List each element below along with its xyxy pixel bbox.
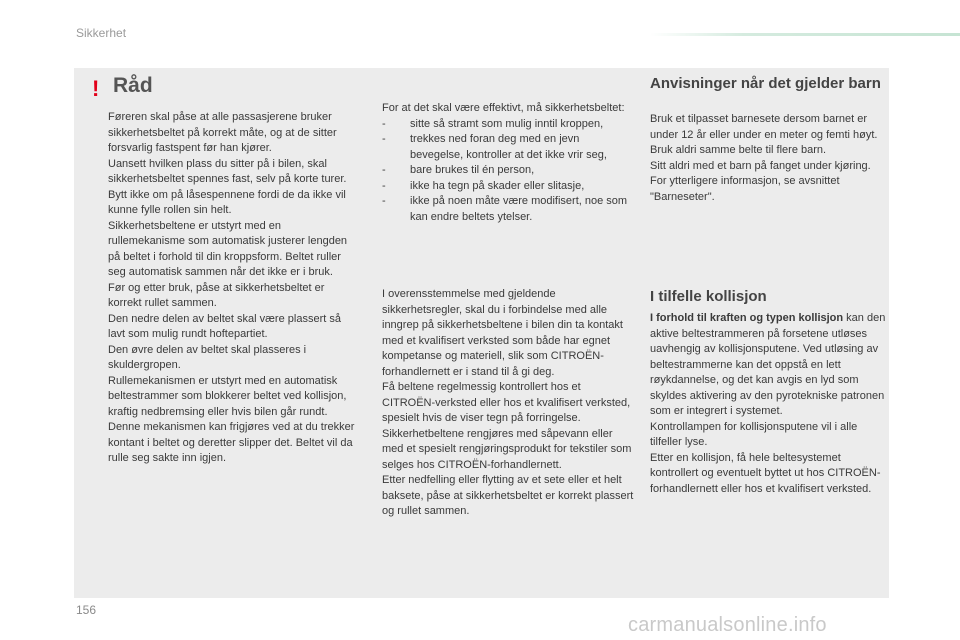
- advice-paragraph: Den øvre delen av beltet skal plasseres i skuldergropen.: [108, 343, 307, 371]
- warning-icon: !: [92, 76, 100, 101]
- advice-column-1: [108, 110, 360, 467]
- advice-paragraph: Bytt ikke om på låsespennene fordi de da ikke vil kunne fylle rollen sin helt.: [108, 188, 346, 216]
- advice-paragraph: Den nedre delen av beltet skal være plassert så lavt som mulig rundt hoftepartiet.: [108, 312, 341, 340]
- advice-paragraph: I overensstemmelse med gjeldende sikkerhetsregler, skal du i forbindelse med alle inngrep på sikkerhetsbeltene i bilen din ta kontakt med et kvalifisert verksted som både har egnet kompetanse og materiell, slik som CITROËN-forhandlernett er i stand til å gi deg.: [382, 288, 623, 378]
- children-section: [650, 112, 890, 205]
- list-item: - ikke ha tegn på skader eller slitasje,: [382, 179, 634, 195]
- advice-paragraph: Føreren skal påse at alle passasjerene bruker sikkerhetsbeltet på korrekt måte, og at de sitter forsvarlig fastspent før han kjører.: [108, 111, 337, 154]
- collision-lead-bold: I forhold til kraften og typen kollisjon: [650, 312, 844, 324]
- advice-heading: Råd: [113, 74, 153, 97]
- advice-paragraph: Sikkerhetsbeltene er utstyrt med en rullemekanisme som automatisk justerer lengden på beltet i forhold til din kroppsform. Beltet ruller seg automatisk sammen når det ikke er i bruk.: [108, 219, 348, 278]
- belt-requirements-intro: For at det skal være effektivt, må sikkerhetsbeltet:: [382, 102, 625, 114]
- list-item: - bare brukes til én person,: [382, 163, 634, 179]
- list-item: - trekkes ned foran deg med en jevn bevegelse, kontroller at det ikke vrir seg,: [382, 132, 634, 163]
- advice-paragraph: Etter nedfelling eller flytting av et sete eller et helt baksete, påse at sikkerhetsbeltet er korrekt plassert og rullet sammen.: [382, 474, 634, 517]
- advice-paragraph: Uansett hvilken plass du sitter på i bilen, skal sikkerhetsbeltet spennes fast, selv på korte turer.: [108, 157, 347, 185]
- children-paragraph: Bruk aldri samme belte til flere barn.: [650, 144, 827, 156]
- watermark: carmanualsonline.info: [628, 614, 827, 636]
- advice-paragraph: Rullemekanismen er utstyrt med en automatisk beltestrammer som blokkerer beltet ved kollisjon, kraftig nedbremsing eller hvis bilen går rundt. Denne mekanismen kan frigjøres ved at du trekker kontant i beltet og deretter slipper det. Beltet vil da rulle seg sakte inn igjen.: [108, 374, 355, 464]
- children-paragraph: For ytterligere informasjon, se avsnittet "Barneseter".: [650, 175, 840, 203]
- collision-lead: [650, 311, 890, 420]
- children-paragraph: Bruk et tilpasset barnesete dersom barnet er under 12 år eller under en meter og femti høyt.: [650, 113, 878, 141]
- advice-paragraph: Få beltene regelmessig kontrollert hos et CITROËN-verksted eller hos et kvalifisert verksted, spesielt hvis de viser tegn på forringelse.: [382, 381, 631, 424]
- page-number: 156: [76, 603, 97, 617]
- collision-heading: I tilfelle kollisjon: [650, 288, 767, 305]
- advice-paragraph: Sikkerhetbeltene rengjøres med såpevann eller med et spesielt rengjøringsprodukt for tekstiler som selges hos CITROËN-forhandlernett.: [382, 427, 632, 471]
- collision-paragraph: Etter en kollisjon, få hele beltesystemet kontrollert og eventuelt byttet ut hos CITROËN-forhandlernett eller hos et kvalifisert verksted.: [650, 451, 881, 495]
- belt-requirements: [382, 101, 634, 225]
- collision-section: [650, 311, 890, 497]
- advice-column-2: [382, 287, 634, 520]
- advice-paragraph: Før og etter bruk, påse at sikkerhetsbeltet er korrekt rullet sammen.: [108, 281, 325, 309]
- collision-lead-rest: kan den aktive beltestrammeren på forsetene utløses uavhengig av kollisjonsputene. Ved utløsing av beltestrammerne kan det oppstå en lett røykdannelse, og det kan avgis en lyd som skyldes aktivering av den pyrotekniske patronen som er integrert i systemet.: [650, 312, 886, 417]
- list-item: - ikke på noen måte være modifisert, noe som kan endre beltets ytelser.: [382, 194, 634, 225]
- children-heading: Anvisninger når det gjelder barn: [650, 75, 881, 92]
- section-title: Sikkerhet: [76, 26, 127, 40]
- children-paragraph: Sitt aldri med et barn på fanget under kjøring.: [650, 159, 871, 172]
- list-item: - sitte så stramt som mulig inntil kroppen,: [382, 117, 634, 133]
- header-accent-bar: [650, 33, 960, 36]
- collision-paragraph: Kontrollampen for kollisjonsputene vil i alle tilfeller lyse.: [650, 420, 858, 448]
